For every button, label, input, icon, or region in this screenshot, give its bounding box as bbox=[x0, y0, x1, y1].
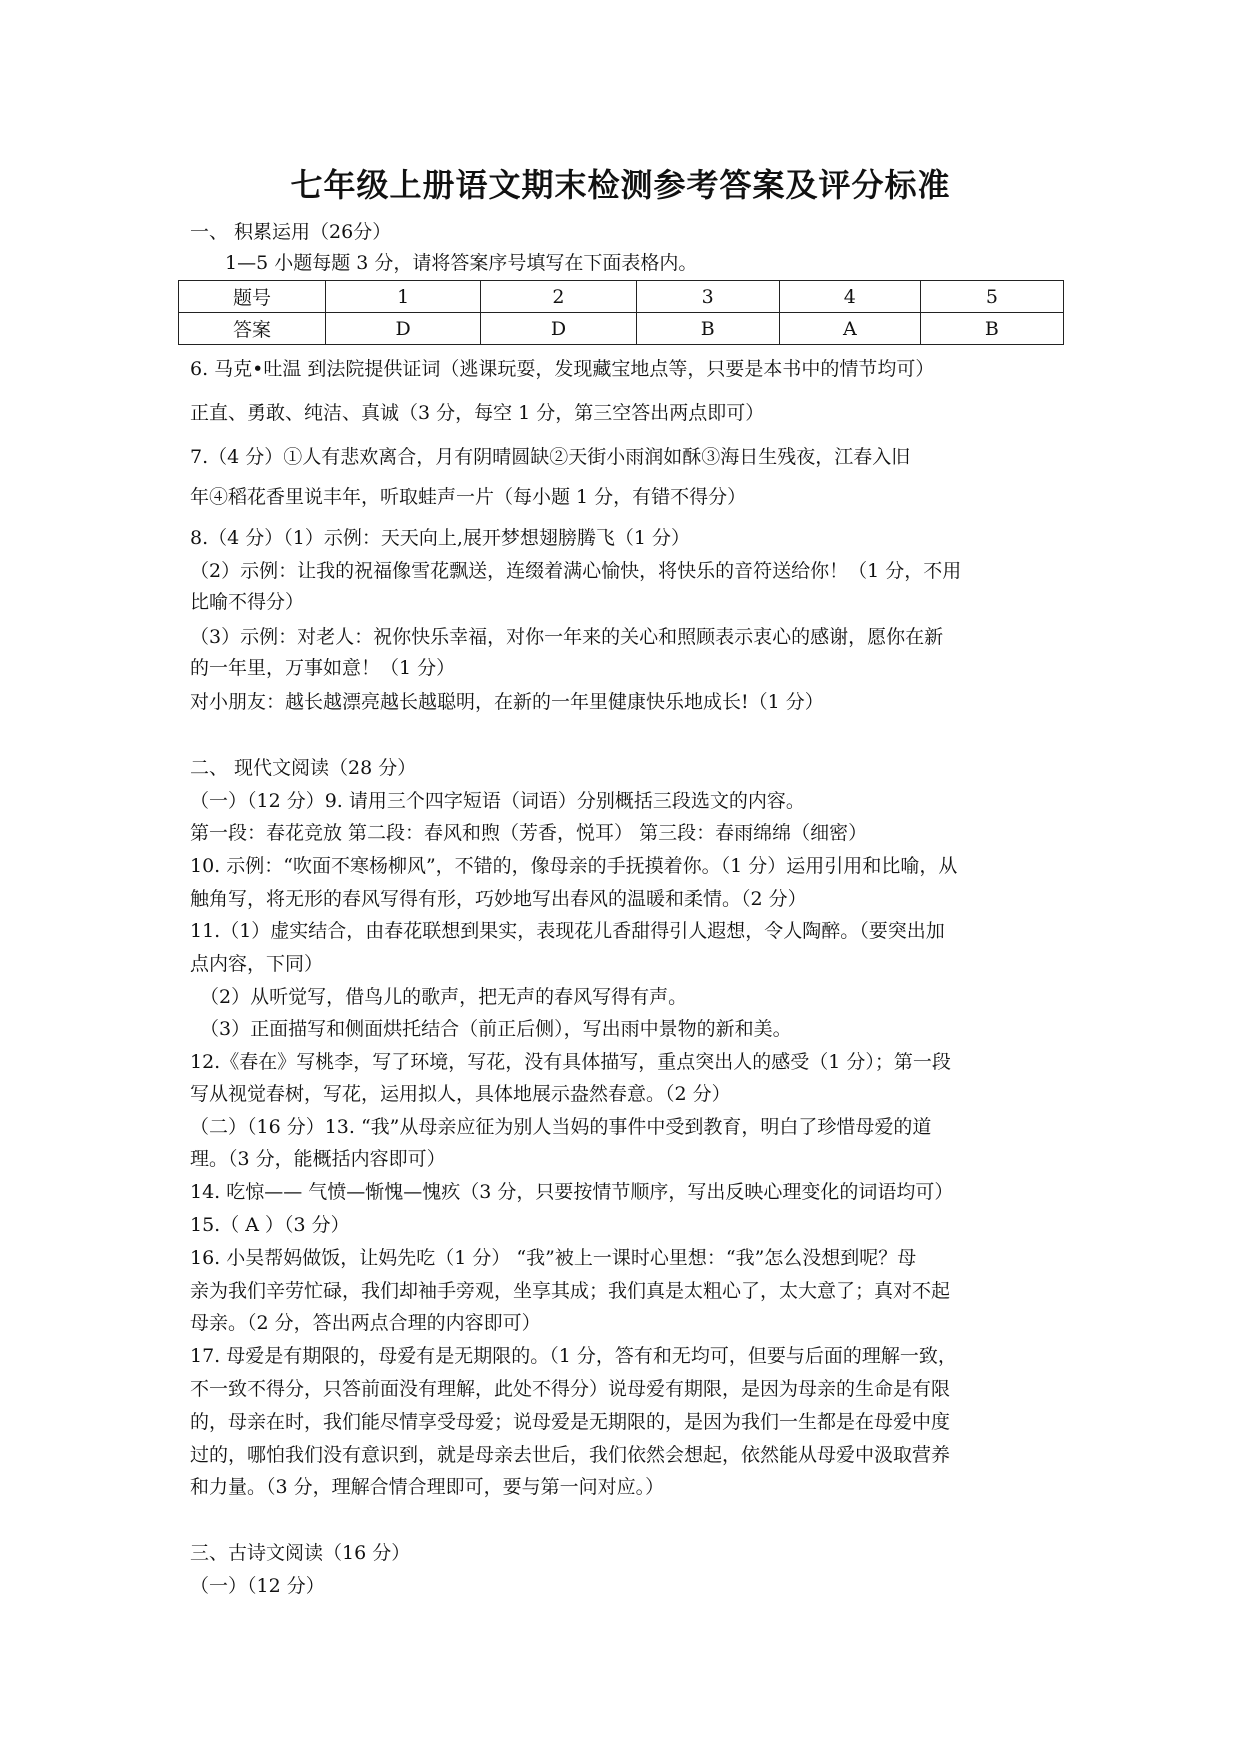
text-line: 7.（4 分）①人有悲欢离合，月有阴晴圆缺②天街小雨润如酥③海日生残夜，江春入旧 bbox=[190, 446, 911, 468]
text-line: （2）示例：让我的祝福像雪花飘送，连缀着满心愉快，将快乐的音符送给你！（1 分，不用 bbox=[190, 560, 962, 582]
page-title: 七年级上册语文期末检测参考答案及评分标准 bbox=[290, 166, 951, 204]
text-line: 触角写，将无形的春风写得有形，巧妙地写出春风的温暖和柔情。（2 分） bbox=[190, 888, 807, 910]
text-line: 12.《春在》写桃李，写了环境，写花，没有具体描写，重点突出人的感受（1 分）；第一段 bbox=[190, 1051, 951, 1073]
table-cell: 4 bbox=[779, 281, 920, 313]
section-1-intro: 1—5 小题每题 3 分，请将答案序号填写在下面表格内。 bbox=[225, 252, 698, 274]
text-line: 的一年里，万事如意！（1 分） bbox=[190, 657, 456, 679]
table-cell: B bbox=[636, 313, 779, 345]
table-row bbox=[179, 281, 1064, 313]
text-line: 点内容，下同） bbox=[190, 953, 324, 975]
text-line: 6. 马克•吐温 到法院提供证词（逃课玩耍，发现藏宝地点等，只要是本书中的情节均可） bbox=[190, 358, 935, 380]
text-line: 16. 小吴帮妈做饭，让妈先吃（1 分） “我”被上一课时心里想：“我”怎么没想到呢？母 bbox=[190, 1247, 917, 1269]
text-line: （一）（12 分）9. 请用三个四字短语（词语）分别概括三段选文的内容。 bbox=[190, 790, 805, 812]
table-cell: D bbox=[481, 313, 636, 345]
text-line: 11.（1）虚实结合，由春花联想到果实，表现花儿香甜得引人遐想，令人陶醉。（要突出加 bbox=[190, 920, 945, 942]
section-3-heading: 三、古诗文阅读（16 分） bbox=[190, 1542, 411, 1564]
text-line: 正直、勇敢、纯洁、真诚（3 分，每空 1 分，第三空答出两点即可） bbox=[190, 402, 765, 424]
table-cell: A bbox=[779, 313, 920, 345]
text-line: 亲为我们辛劳忙碌，我们却袖手旁观，坐享其成；我们真是太粗心了，太大意了；真对不起 bbox=[190, 1280, 951, 1302]
table-row bbox=[179, 313, 1064, 345]
table-cell: 5 bbox=[920, 281, 1063, 313]
text-line: 年④稻花香里说丰年，听取蛙声一片（每小题 1 分，有错不得分） bbox=[190, 486, 747, 508]
table-cell: 1 bbox=[326, 281, 481, 313]
text-line: 8.（4 分）（1）示例：天天向上,展开梦想翅膀腾飞（1 分） bbox=[190, 527, 691, 549]
text-line: 15.（ A ）（3 分） bbox=[190, 1214, 350, 1236]
text-line: 对小朋友：越长越漂亮越长越聪明，在新的一年里健康快乐地成长!（1 分） bbox=[190, 691, 824, 713]
text-line: （二）（16 分）13. “我”从母亲应征为别人当妈的事件中受到教育，明白了珍惜母爱的道 bbox=[190, 1116, 932, 1138]
table-cell: 2 bbox=[481, 281, 636, 313]
text-line: （2）从听觉写，借鸟儿的歌声，把无声的春风写得有声。 bbox=[200, 986, 688, 1008]
section-1-heading: 一、 积累运用（26分） bbox=[190, 221, 392, 243]
text-line: 10. 示例：“吹面不寒杨柳风”，不错的，像母亲的手抚摸着你。（1 分）运用引用和比喻，从 bbox=[190, 855, 958, 877]
text-line: 17. 母爱是有期限的，母爱有是无期限的。（1 分，答有和无均可，但要与后面的理解一致， bbox=[190, 1345, 957, 1367]
text-line: （3）示例：对老人：祝你快乐幸福，对你一年来的关心和照顾表示衷心的感谢，愿你在新 bbox=[190, 626, 944, 648]
text-line: 14. 吃惊—— 气愤—惭愧—愧疚（3 分，只要按情节顺序，写出反映心理变化的词语均可） bbox=[190, 1181, 954, 1203]
text-line: 过的，哪怕我们没有意识到，就是母亲去世后，我们依然会想起，依然能从母爱中汲取营养 bbox=[190, 1444, 951, 1466]
answer-table bbox=[178, 280, 1064, 345]
table-cell-label: 答案 bbox=[179, 313, 326, 345]
text-line: 写从视觉春树，写花，运用拟人，具体地展示盎然春意。（2 分） bbox=[190, 1083, 731, 1105]
text-line: 不一致不得分，只答前面没有理解，此处不得分）说母爱有期限，是因为母亲的生命是有限 bbox=[190, 1378, 951, 1400]
text-line: 和力量。（3 分，理解合情合理即可，要与第一问对应。） bbox=[190, 1476, 665, 1498]
text-line: 母亲。（2 分，答出两点合理的内容即可） bbox=[190, 1312, 541, 1334]
table-cell: B bbox=[920, 313, 1063, 345]
text-line: 第一段：春花竞放 第二段：春风和煦（芳香，悦耳） 第三段：春雨绵绵（细密） bbox=[190, 822, 868, 844]
table-cell: D bbox=[326, 313, 481, 345]
table-cell-label: 题号 bbox=[179, 281, 326, 313]
text-line: （3）正面描写和侧面烘托结合（前正后侧），写出雨中景物的新和美。 bbox=[200, 1018, 792, 1040]
table-cell: 3 bbox=[636, 281, 779, 313]
text-line: （一）（12 分） bbox=[190, 1575, 325, 1597]
text-line: 的，母亲在时，我们能尽情享受母爱；说母爱是无期限的，是因为我们一生都是在母爱中度 bbox=[190, 1411, 951, 1433]
section-2-heading: 二、 现代文阅读（28 分） bbox=[190, 757, 417, 779]
text-line: 比喻不得分） bbox=[190, 591, 305, 613]
text-line: 理。（3 分，能概括内容即可） bbox=[190, 1148, 446, 1170]
